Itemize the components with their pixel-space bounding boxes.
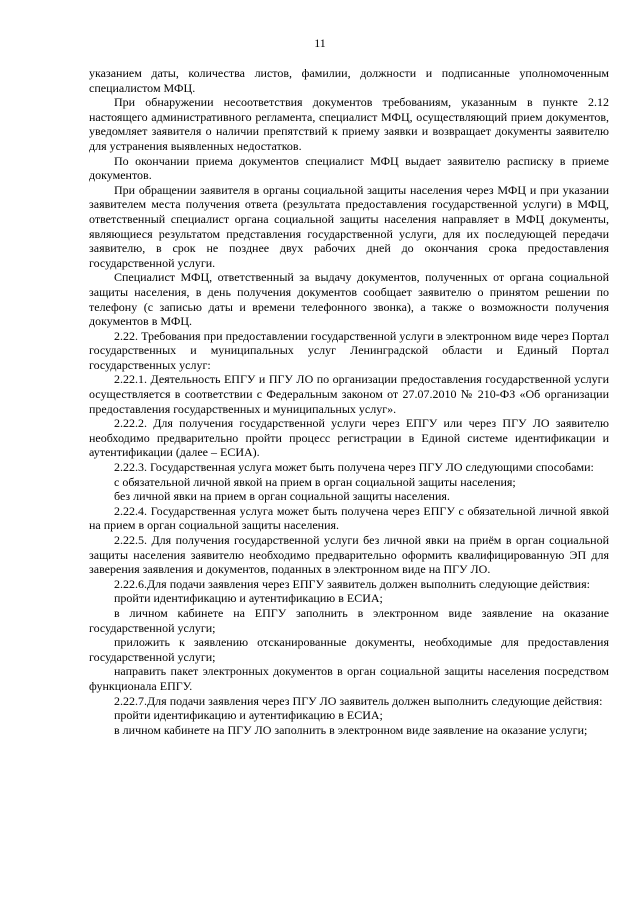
page-number: 11 (314, 36, 326, 50)
paragraph: При обнаружении несоответствия документов требованиям, указанным в пункте 2.12 настоящего административного регламента, специалист МФЦ, осуществляющий прием документов, уведомляет заявителя о наличии препятствий к приему заявки и возвращает документы заявителю для устранения выявленных недостатков. (89, 95, 609, 153)
paragraph: 2.22.3. Государственная услуга может быть получена через ПГУ ЛО следующими способами: (114, 460, 594, 475)
list-item: в личном кабинете на ПГУ ЛО заполнить в электронном виде заявление на оказание услуги; (114, 722, 588, 737)
paragraph: По окончании приема документов специалист МФЦ выдает заявителю расписку в приеме документов. (89, 153, 609, 183)
paragraph: указанием даты, количества листов, фамилии, должности и подписанные уполномоченным специалистом МФЦ. (89, 66, 609, 95)
list-item: пройти идентификацию и аутентификацию в ЕСИА; (114, 591, 383, 606)
paragraph: 2.22.5. Для получения государственной услуги без личной явки на приём в орган социальной защиты населения заявителю необходимо предварительно оформить квалифицированную ЭП для заверения заявления и документов, поданных в электронном виде на ПГУ ЛО. (89, 533, 609, 577)
list-item: направить пакет электронных документов в орган социальной защиты населения посредством функционала ЕПГУ. (89, 664, 609, 693)
document-body (89, 66, 609, 737)
paragraph: 2.22.7.Для подачи заявления через ПГУ ЛО заявитель должен выполнить следующие действия: (114, 693, 603, 708)
list-item: пройти идентификацию и аутентификацию в ЕСИА; (114, 708, 383, 723)
paragraph: 2.22. Требования при предоставлении государственной услуги в электронном виде через Портал государственных и муниципальных услуг Ленинградской области и Единый Портал государственных услуг: (89, 328, 609, 372)
list-item: без личной явки на прием в орган социальной защиты населения. (114, 489, 450, 504)
list-item: с обязательной личной явкой на прием в орган социальной защиты населения; (114, 474, 516, 489)
paragraph: 2.22.6.Для подачи заявления через ЕПГУ заявитель должен выполнить следующие действия: (114, 576, 590, 591)
paragraph: Специалист МФЦ, ответственный за выдачу документов, полученных от органа социальной защиты населения, в день получения документов сообщает заявителю о принятом решении по телефону (с записью даты и времени телефонного звонка), а также о возможности получения документов в МФЦ. (89, 270, 609, 329)
paragraph: При обращении заявителя в органы социальной защиты населения через МФЦ и при указании заявителем места получения ответа (результата предоставления государственной услуги) в МФЦ, ответственный специалист органа социальной защиты населения направляет в МФЦ документы, являющиеся результатом представления государственной услуги, для их последующей передачи заявителю, в срок не позднее двух рабочих дней до окончания срока предоставления государственной услуги. (89, 182, 609, 270)
paragraph: 2.22.1. Деятельность ЕПГУ и ПГУ ЛО по организации предоставления государственной услуги осуществляется в соответствии с Федеральным законом от 27.07.2010 № 210-ФЗ «Об организации предоставления государственных и муниципальных услуг». (89, 372, 609, 416)
paragraph: 2.22.4. Государственная услуга может быть получена через ЕПГУ с обязательной личной явкой на прием в орган социальной защиты населения. (89, 503, 609, 533)
list-item: в личном кабинете на ЕПГУ заполнить в электронном виде заявление на оказание государственной услуги; (89, 605, 609, 635)
paragraph: 2.22.2. Для получения государственной услуги через ЕПГУ или через ПГУ ЛО заявителю необходимо предварительно пройти процесс регистрации в Единой системе идентификации и аутентификации (далее – ЕСИА). (89, 416, 609, 460)
list-item: приложить к заявлению отсканированные документы, необходимые для предоставления государственной услуги; (89, 635, 609, 664)
